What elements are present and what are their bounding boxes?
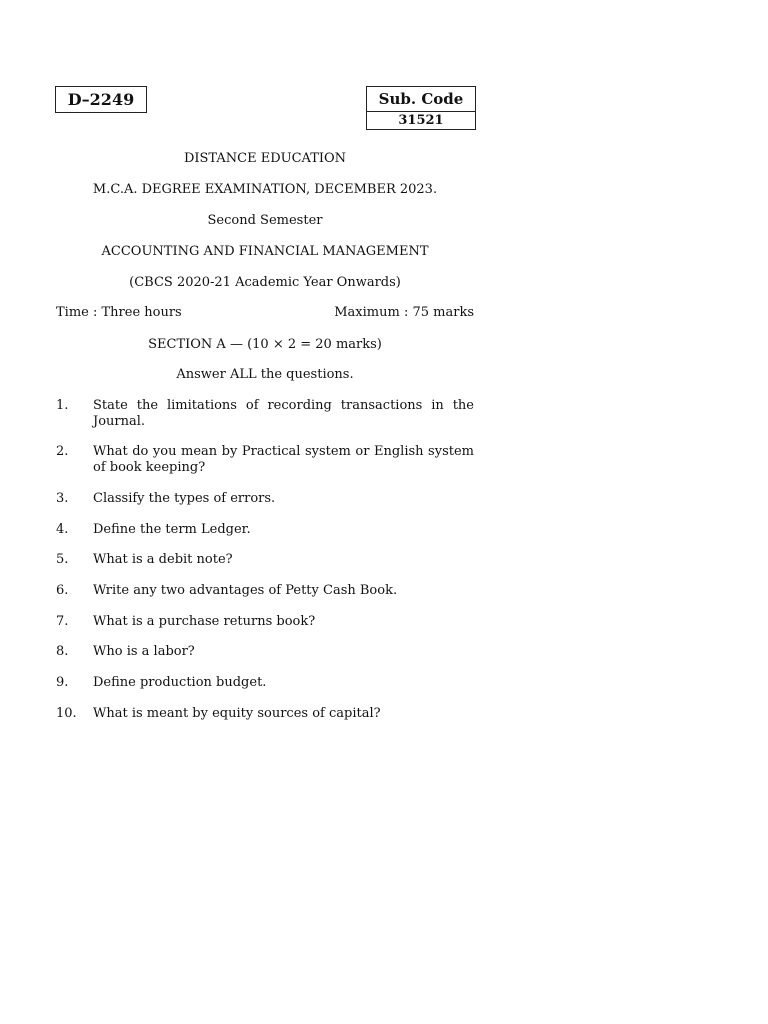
question-text: Write any two advantages of Petty Cash Book. — [93, 583, 398, 598]
paper-code-text: D–2249 — [67, 90, 135, 109]
question-item — [56, 644, 474, 660]
question-text: Classify the types of errors. — [93, 491, 276, 506]
sub-code-label: Sub. Code — [367, 87, 475, 112]
question-text: What is meant by equity sources of capital? — [93, 706, 381, 721]
question-text: What do you mean by Practical system or English system of book keeping? — [93, 444, 474, 475]
sub-code-value: 31521 — [398, 113, 444, 128]
question-item — [56, 491, 474, 507]
exam-title: M.C.A. DEGREE EXAMINATION, DECEMBER 2023. — [92, 182, 438, 197]
question-text: Define the term Ledger. — [93, 522, 251, 537]
section-heading: SECTION A — (10 × 2 = 20 marks) — [148, 337, 382, 352]
question-item — [56, 614, 474, 630]
question-number: 2. — [56, 444, 69, 459]
semester-title: Second Semester — [207, 213, 323, 228]
question-item — [56, 444, 474, 476]
sub-code-box — [366, 86, 476, 130]
section-instruction: Answer ALL the questions. — [176, 367, 354, 382]
question-text: State the limitations of recording transactions in the Journal. — [93, 398, 474, 429]
question-number: 5. — [56, 552, 69, 567]
question-number: 7. — [56, 614, 69, 629]
question-item — [56, 522, 474, 538]
question-item — [56, 552, 474, 568]
subject-title: ACCOUNTING AND FINANCIAL MANAGEMENT — [101, 244, 429, 259]
question-number: 10. — [56, 706, 77, 721]
question-number: 8. — [56, 644, 69, 659]
question-number: 6. — [56, 583, 69, 598]
question-number: 9. — [56, 675, 69, 690]
question-text: What is a purchase returns book? — [93, 614, 316, 629]
question-item — [56, 675, 474, 691]
max-marks-text: Maximum : 75 marks — [334, 305, 474, 320]
question-number: 3. — [56, 491, 69, 506]
question-number: 4. — [56, 522, 69, 537]
question-item — [56, 398, 474, 430]
question-item — [56, 583, 474, 599]
question-number: 1. — [56, 398, 69, 413]
scheme-title: (CBCS 2020-21 Academic Year Onwards) — [129, 275, 401, 290]
exam-info-row — [56, 305, 474, 321]
question-item — [56, 706, 474, 722]
paper-code — [55, 86, 147, 113]
institution-title: DISTANCE EDUCATION — [183, 151, 347, 166]
question-text: What is a debit note? — [93, 552, 233, 567]
question-text: Who is a labor? — [93, 644, 195, 659]
time-text: Time : Three hours — [56, 305, 182, 320]
question-text: Define production budget. — [93, 675, 267, 690]
